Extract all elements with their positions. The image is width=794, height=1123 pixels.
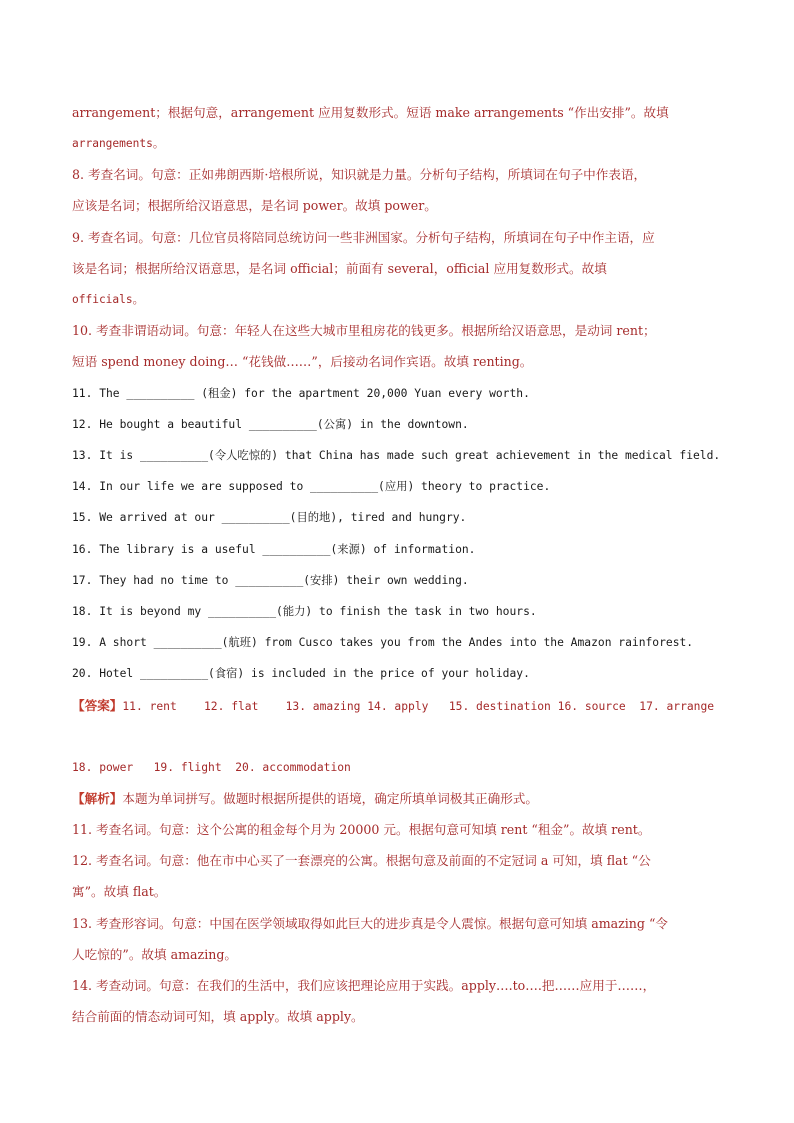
explanation-item-9-cont2: officials。: [72, 293, 144, 306]
analysis-item-14: 14. 考查动词。句意：在我们的生活中，我们应该把理论应用于实践。apply….to….把……应用于……，: [72, 978, 656, 993]
analysis-item-13: 13. 考查形容词。句意：中国在医学领域取得如此巨大的进步真是令人震惊。根据句意可知填 amazing “令: [72, 916, 669, 931]
analysis-intro-line: [72, 789, 538, 809]
analysis-item-11: 11. 考查名词。句意：这个公寓的租金每个月为 20000 元。根据句意可知填 rent “租金”。故填 rent。: [72, 822, 651, 837]
question-15: 15. We arrived at our __________(目的地), tired and hungry.: [72, 511, 467, 524]
answer-values-cont: 18. power 19. flight 20. accommodation: [72, 761, 351, 774]
question-16: 16. The library is a useful __________(来源) of information.: [72, 543, 476, 556]
answer-line: [72, 696, 714, 717]
explanation-line: arrangement；根据句意，arrangement 应用复数形式。短语 make arrangements “作出安排”。故填: [72, 105, 669, 120]
question-14: 14. In our life we are supposed to __________(应用) theory to practice.: [72, 480, 551, 493]
explanation-line: arrangements。: [72, 137, 165, 150]
question-11: 11. The __________ (租金) for the apartment 20,000 Yuan every worth.: [72, 387, 530, 400]
explanation-item-8: 8. 考查名词。句意：正如弗朗西斯·培根所说，知识就是力量。分析句子结构，所填词在句子中作表语，: [72, 167, 647, 182]
analysis-item-12-cont: 寓”。故填 flat。: [72, 884, 167, 899]
explanation-item-10-cont: 短语 spend money doing… “花钱做……”，后接动名词作宾语。故填 renting。: [72, 354, 533, 369]
explanation-item-9-cont: 该是名词；根据所给汉语意思，是名词 official；前面有 several，official 应用复数形式。故填: [72, 261, 607, 276]
analysis-item-13-cont: 人吃惊的”。故填 amazing。: [72, 947, 237, 962]
answer-tag: 【答案】: [72, 698, 123, 713]
analysis-item-14-cont: 结合前面的情态动词可知，填 apply。故填 apply。: [72, 1009, 364, 1024]
analysis-tag: 【解析】: [72, 791, 123, 806]
explanation-item-9: 9. 考查名词。句意：几位官员将陪同总统访问一些非洲国家。分析句子结构，所填词在句子中作主语，应: [72, 230, 655, 245]
analysis-item-12: 12. 考查名词。句意：他在市中心买了一套漂亮的公寓。根据句意及前面的不定冠词 a 可知，填 flat “公: [72, 853, 651, 868]
question-17: 17. They had no time to __________(安排) their own wedding.: [72, 574, 469, 587]
question-19: 19. A short __________(航班) from Cusco takes you from the Andes into the Amazon rainforest.: [72, 636, 694, 649]
question-20: 20. Hotel __________(食宿) is included in the price of your holiday.: [72, 667, 530, 680]
question-13: 13. It is __________(令人吃惊的) that China has made such great achievement in the medical field.: [72, 449, 721, 462]
explanation-item-10: 10. 考查非谓语动词。句意：年轻人在这些大城市里租房花的钱更多。根据所给汉语意思，是动词 rent；: [72, 323, 656, 338]
explanation-item-8-cont: 应该是名词；根据所给汉语意思，是名词 power。故填 power。: [72, 198, 437, 213]
question-18: 18. It is beyond my __________(能力) to finish the task in two hours.: [72, 605, 537, 618]
analysis-intro: 本题为单词拼写。做题时根据所提供的语境，确定所填单词极其正确形式。: [122, 791, 538, 806]
answer-values: 11. rent 12. flat 13. amazing 14. apply 15. destination 16. source 17. arrange: [122, 700, 715, 713]
question-12: 12. He bought a beautiful __________(公寓) in the downtown.: [72, 418, 469, 431]
